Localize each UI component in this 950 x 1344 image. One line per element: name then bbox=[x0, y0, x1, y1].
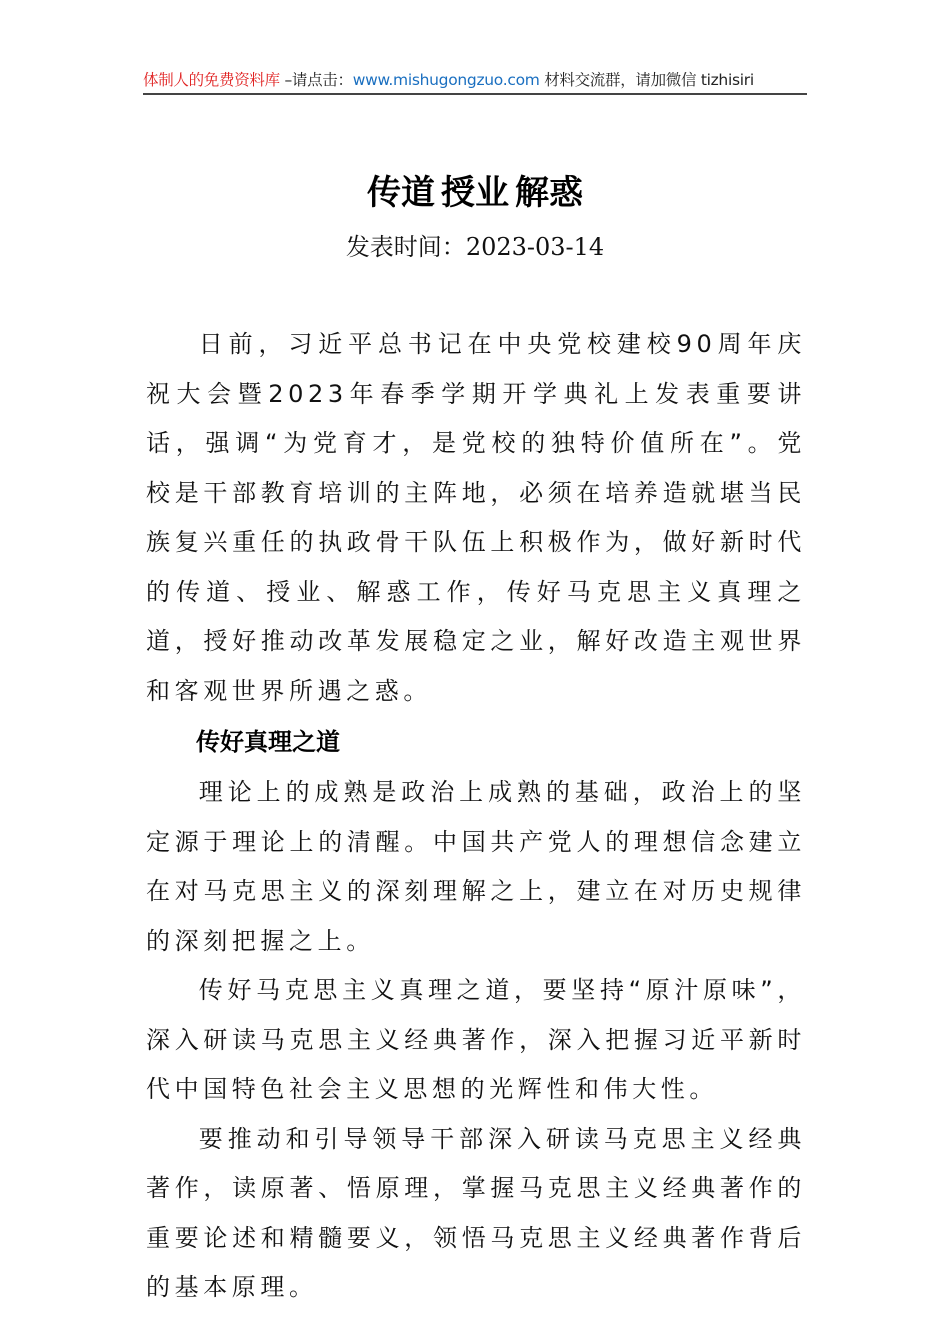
intro-paragraph: 日前，习近平总书记在中央党校建校90周年庆祝大会暨2023年春季学期开学典礼上发表重要讲话，强调“为党育才，是党校的独特价值所在”。党校是干部教育培训的主阵地，必须在培养造就堪当民族复兴重任的执政骨干队伍上积极作为，做好新时代的传道、授业、解惑工作，传好马克思主义真理之道，授好推动改革发展稳定之业，解好改造主观世界和客观世界所遇之惑。 bbox=[146, 330, 806, 705]
header-divider bbox=[143, 93, 807, 95]
article-title bbox=[0, 168, 950, 218]
title-part-1: 传道 bbox=[367, 173, 435, 213]
header-prompt-text: –请点击： bbox=[279, 71, 353, 89]
section-heading: 传好真理之道 bbox=[196, 728, 340, 756]
page-header-banner bbox=[143, 68, 807, 92]
section-paragraph-1: 理论上的成熟是政治上成熟的基础，政治上的坚定源于理论上的清醒。中国共产党人的理想信念建立在对马克思主义的深刻理解之上，建立在对历史规律的深刻把握之上。 bbox=[146, 778, 806, 955]
title-part-2: 授业 bbox=[441, 173, 509, 213]
section-paragraph-2: 传好马克思主义真理之道，要坚持“原汁原味”，深入研读马克思主义经典著作，深入把握习近平新时代中国特色社会主义思想的光辉性和伟大性。 bbox=[146, 976, 806, 1103]
title-part-3: 解惑 bbox=[515, 173, 583, 213]
section-paragraph-3: 要推动和引导领导干部深入研读马克思主义经典著作，读原著、悟原理，掌握马克思主义经典著作的重要论述和精髓要义，领悟马克思主义经典著作背后的基本原理。 bbox=[146, 1124, 806, 1301]
article-body bbox=[146, 320, 806, 1313]
header-website-link[interactable]: www.mishugongzuo.com bbox=[352, 71, 540, 89]
date-value: 2023-03-14 bbox=[465, 233, 605, 261]
header-wechat-text: 材料交流群，请加微信 tizhisiri bbox=[539, 71, 754, 89]
date-label: 发表时间： bbox=[345, 233, 466, 261]
header-brand-text: 体制人的免费资料库 bbox=[143, 71, 280, 89]
publish-date bbox=[0, 229, 950, 265]
